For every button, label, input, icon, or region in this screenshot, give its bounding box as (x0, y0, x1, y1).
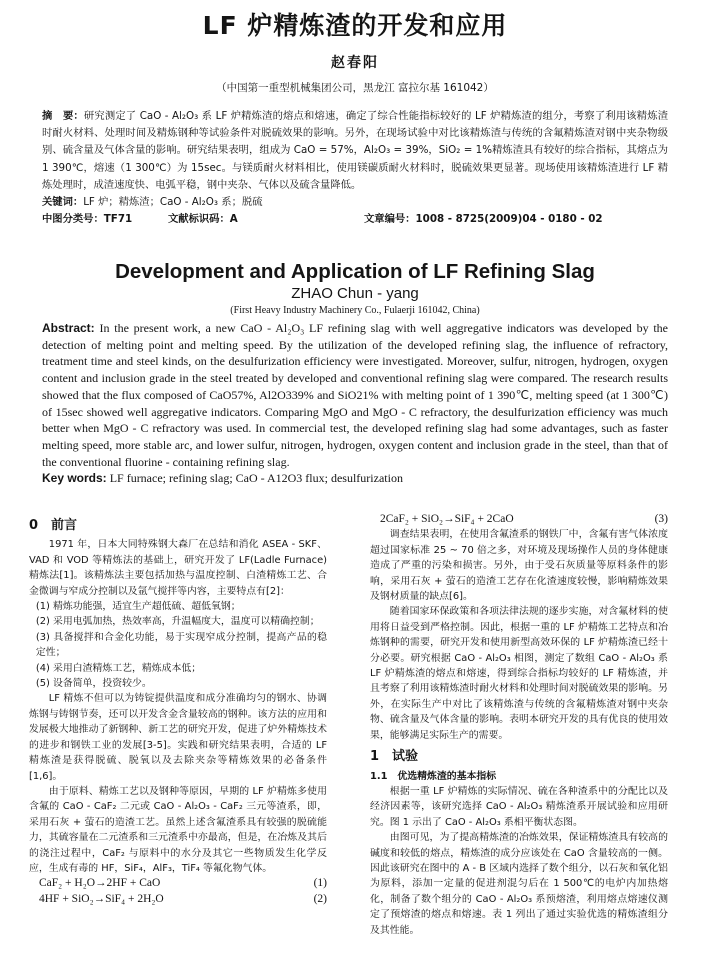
doc-code-value: A (229, 213, 238, 226)
author-name-cn: 赵春阳 (331, 55, 379, 71)
clc-label: 中图分类号： (42, 213, 104, 226)
section-heading-intro: 0 前言 (29, 518, 78, 533)
abstract-cn-paragraph (42, 108, 668, 194)
equation-number: (3) (654, 513, 668, 525)
subsection-heading: 1.1 优选精炼渣的基本指标 (370, 770, 497, 782)
affiliation-en: (First Heavy Industry Machinery Co., Fulaerji 161042, China) (230, 305, 480, 316)
article-no-label: 文章编号： (364, 213, 416, 226)
keywords-en-label: Key words: (42, 471, 107, 486)
body-paragraph: 1971 年，日本大同特殊钢大森厂在总结和消化 ASEA - SKF、VAD 和 VOD 等精炼法的基础上，研究开发了 LF(Ladle Furnace) 精炼法[1]。该精炼法主要包括加热与温度控制、白渣精炼工艺、合金微调与窄成分控制以及氩气搅拌等内容，主要特点有[2]： (29, 539, 327, 597)
keywords-cn-label: 关键词： (42, 196, 84, 209)
classification-row (42, 211, 668, 228)
abstract-en-label: Abstract: (42, 321, 95, 335)
clc-value: TF71 (103, 213, 133, 226)
paper-title-cn: LF 炉精炼渣的开发和应用 (202, 11, 508, 40)
body-paragraph: LF 精炼不但可以为铸锭提供温度和成分准确均匀的钢水、协调炼钢与铸钢节奏，还可以开发含金含量较高的钢种。该方法的应用和发展极大地推动了新钢种、新工艺的研究开发，促进了炉外精炼技术的进步和钢铁工业的发展[3-5]。实践和研究结果表明，合适的 LF 精炼渣是获得脱硫、脱氧以及去除夹杂等精炼效果的必备条件[1,6]。 (29, 693, 327, 782)
abstract-en-text: In the present work, a new CaO - Al₂O₃ LF refining slag with well aggregative indicators was developed by the detection of melting point and melting speed. By the utilization of the developed refining slag, the influence of refractory, treatment time and steel kinds, on the desulfurization efficiency were investigated. Moreover, sulfur, nitrogen, hydrogen, oxygen content and inclusion grade in the steel treated by developed and conventional refining slag were compared. The research results showed that the flux composed of CaO57%, Al2O339% and SiO21% with melting point of 1 390℃, melting speed (at 1 300℃) of 15sec showed well aggregative indicators. Comparing MgO and MgO - C refractory, the desulfurization efficiency was much better when MgO - C refractory was used. In commercial test, the developed refining slag had some advantages, such as faster melting speed, more stable arc, and lower sulfur, nitrogen, hydrogen, oxygen content and inclusion grade in the steel, than that of the conventional fluorine - containing refining slag. (42, 321, 669, 469)
abstract-en-paragraph (42, 320, 668, 470)
body-left-column (29, 512, 327, 907)
equation-number: (1) (313, 877, 327, 890)
list-item: (4) 采用白渣精炼工艺，精炼成本低； (35, 662, 202, 674)
keywords-en-text: LF furnace; refining slag; CaO - A12O3 flux; desulfurization (109, 471, 403, 486)
body-paragraph: 调查结果表明，在使用含氟渣系的钢铁厂中，含氟有害气体浓度超过国家标准 25 ~ 70 倍之多，对环境及现场操作人员的身体健康造成了严重的污染和损害。另外，由于受石灰质量等原料条件的影响，采用石灰 + 萤石的造渣工艺存在化渣速度较慢，影响精炼效果及钢材质量的缺点[6]。 (370, 529, 668, 603)
keywords-en-row (42, 470, 668, 487)
body-paragraph: 根据一重 LF 炉精炼的实际情况、硫在各种渣系中的分配比以及经济因素等，该研究选择 CaO - Al₂O₃ 精炼渣系开展试验和应用研究。图 1 示出了 CaO - Al₂O₃ 系相平衡状态图。 (370, 785, 668, 828)
paper-title-en: Development and Application of LF Refining Slag (115, 260, 595, 283)
keywords-cn-row (42, 194, 668, 211)
doc-code-label: 文献标识码： (168, 213, 230, 226)
equation: CaF₂ + H₂O→2HF + CaO (39, 877, 161, 890)
list-item: (2) 采用电弧加热，热效率高，升温幅度大，温度可以精确控制； (35, 616, 320, 628)
equation-row (370, 512, 668, 527)
article-no-value: 1008 - 8725(2009)04 - 0180 - 02 (415, 213, 603, 226)
equation-row (29, 876, 327, 891)
affiliation-cn: （中国第一重型机械集团公司，黑龙江 富拉尔基 161042） (216, 82, 494, 94)
equation-number: (2) (313, 892, 327, 905)
abstract-cn-label: 摘 要： (42, 110, 84, 122)
body-paragraph: 由图可见，为了提高精炼渣的冶炼效果，保证精炼渣具有较高的碱度和较低的熔点，精炼渣的成分应该处在 CaO 含量较高的一侧。因此该研究在图中的 A - B 区域内选择了数个组分，以石灰和氧化铝为原料，添加一定量的促进剂混匀后在 1 500℃的电炉内加热熔化，制备了数个组分的 CaO - Al₂O₃ 系预熔渣，利用熔点熔速仪测定了预熔渣的熔点和熔速。表 1 列出了通过实验优选的精炼渣组分及其性能。 (370, 832, 668, 936)
abstract-cn-text: 研究测定了 CaO - Al₂O₃ 系 LF 炉精炼渣的熔点和熔速，确定了综合性能指标较好的 LF 炉精炼渣的组分，考察了利用该精炼渣时耐火材料、处理时间及精炼钢种等试验条件对脱硫效果的影响。另外，在现场试验中对比该精炼渣与传统的含氟精炼渣对钢中夹杂物级别、硫含量及气体含量的影响。研究结果表明，组成为 CaO = 57%，Al₂O₃ = 39%，SiO₂ = 1%精炼渣具有较好的综合指标，其熔点为 1 390℃，熔速（1 300℃）为 15sec。与镁质耐火材料相比，使用镁碳质耐火材料时，脱硫效果更显著。现场使用该精炼渣进行 LF 精炼处理时，成渣速度快、电弧平稳，钢中夹杂、气体以及硫含量降低。 (42, 110, 669, 191)
list-item: (5) 设备简单，投资较少。 (35, 678, 152, 690)
section-heading-experiment: 1 试验 (370, 749, 419, 765)
author-name-en: ZHAO Chun - yang (291, 285, 419, 302)
equation: 2CaF₂ + SiO₂→SiF₄ + 2CaO (380, 513, 514, 525)
keywords-cn-text: LF 炉；精炼渣；CaO - Al₂O₃ 系；脱硫 (83, 196, 263, 209)
abstract-en-block (42, 320, 668, 487)
equation: 4HF + SiO₂→SiF₄ + 2H₂O (39, 892, 164, 905)
body-right-column (370, 512, 668, 938)
list-item: (1) 精炼功能强，适宜生产超低硫、超低氧钢； (35, 601, 241, 613)
equation-row (29, 892, 327, 907)
body-paragraph: 随着国家环保政策和各项法律法规的逐步实施，对含氟材料的使用将日益受到严格控制。因此，根据一重的 LF 炉精炼工艺特点和冶炼钢种的需要，研究开发和使用新型高效环保的 LF 炉精炼渣已经十分必要。研究根据 CaO - Al₂O₃ 相图，测定了数组 CaO - Al₂O₃ 系 LF 炉精炼渣的熔点和熔速，得到综合指标均较好的 LF 精炼渣，并且考察了利用该精炼渣时耐火材料和处理时间对脱硫效果的影响。另外，在实际生产中对比了该精炼渣与传统的含氟精炼渣对钢中夹杂物、硫含量及气体含量的影响。表明本研究开发的具有优良的使用效果，能够满足实际生产的需要。 (370, 606, 668, 741)
list-item: (3) 具备搅拌和合金化功能，易于实现窄成分控制，提高产品的稳定性； (35, 631, 327, 659)
body-paragraph: 由于原料、精炼工艺以及钢种等原因，早期的 LF 炉精炼多使用含氟的 CaO - CaF₂ 二元或 CaO - Al₂O₃ - CaF₂ 三元等渣系，即，采用石灰 + 萤石的造渣工艺。虽然上述含氟渣系具有较强的脱硫能力，其硫容量在二元渣系和三元渣系中亦最高，但是，在冶炼及其后的浇注过程中，CaF₂ 与原料中的水分及其它一些物质发生化学反应，生成有毒的 HF，SiF₄，AlF₃，TiF₄ 等氟化物气体。 (29, 785, 327, 874)
abstract-cn-block (42, 108, 668, 228)
